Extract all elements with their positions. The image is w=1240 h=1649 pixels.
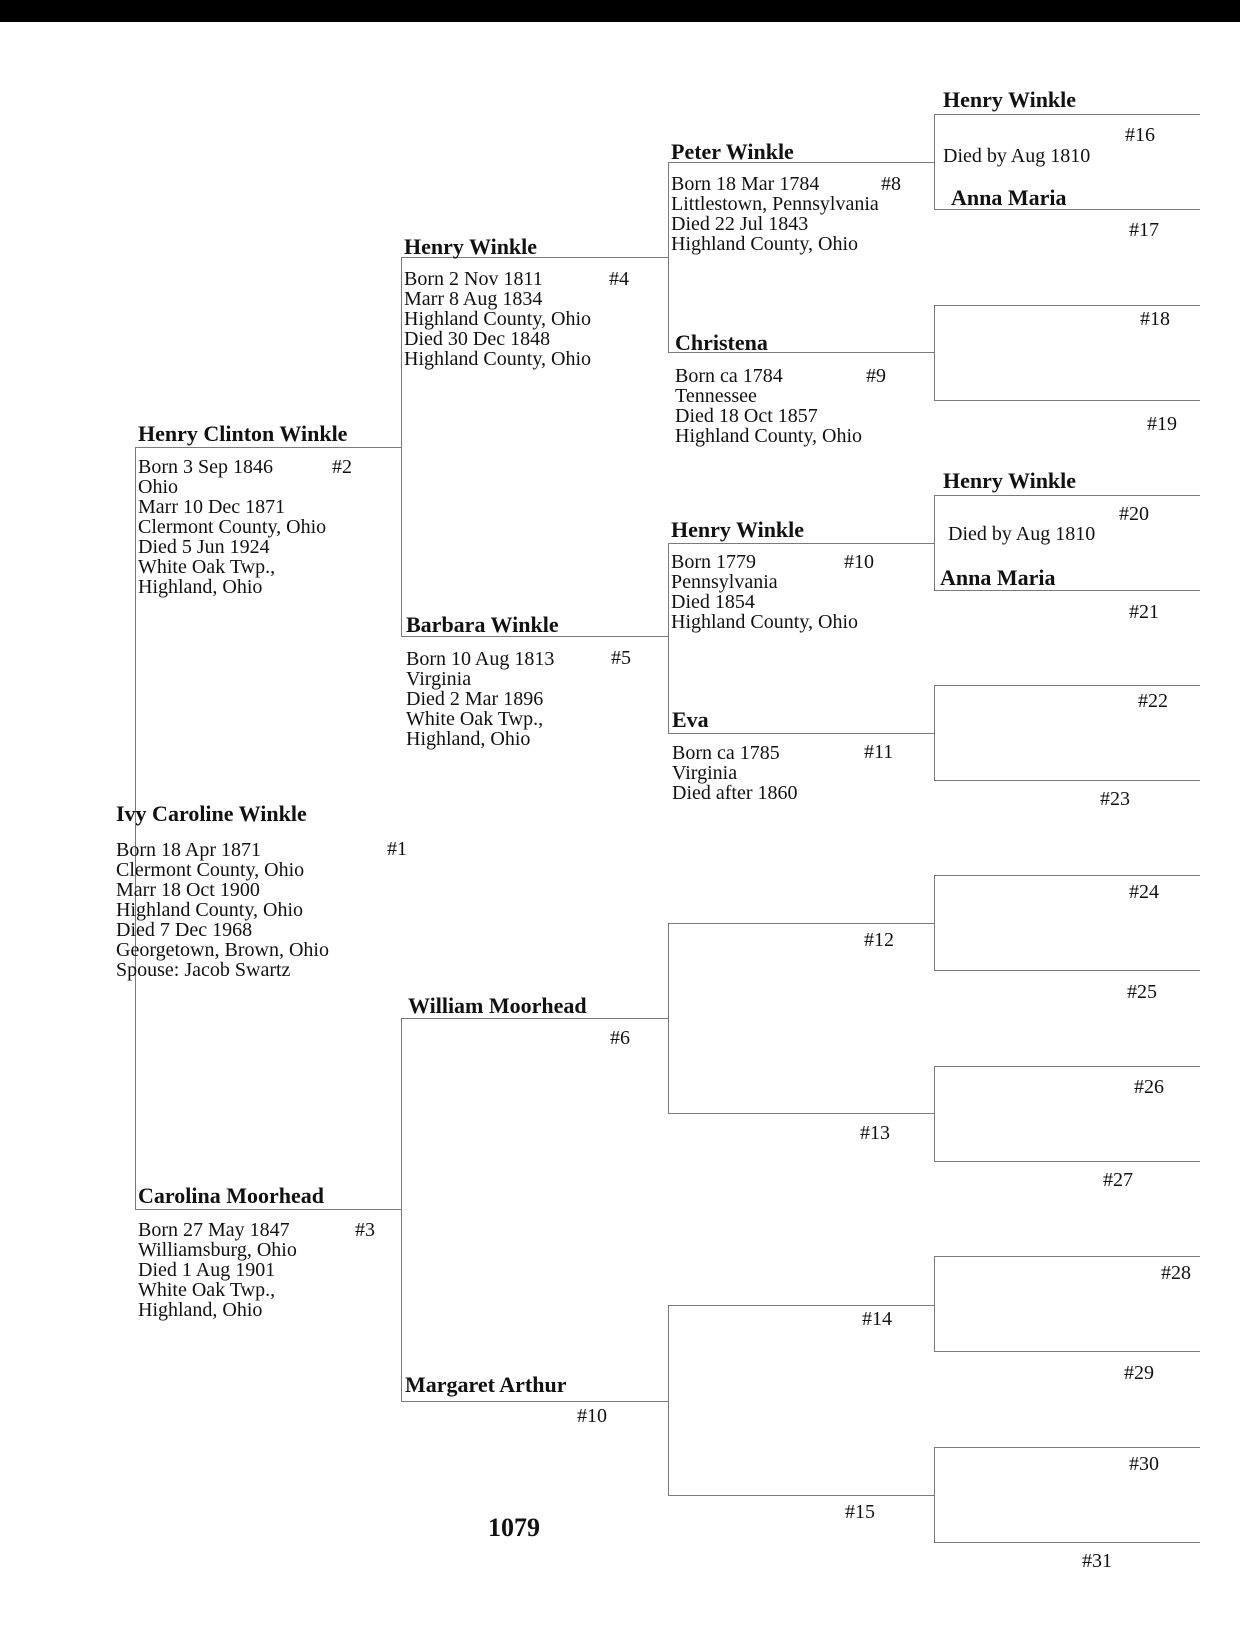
person-3-name: Carolina Moorhead (138, 1183, 324, 1208)
line-person-19 (934, 400, 1200, 401)
person-10-born-place: Pennsylvania (671, 571, 778, 593)
person-7-name: Margaret Arthur (405, 1372, 567, 1397)
person-5-number: #5 (611, 647, 631, 669)
line-person-25 (934, 970, 1200, 971)
line-gen4-b-vertical (668, 543, 669, 733)
person-1-details (116, 840, 329, 980)
person-21-name: Anna Maria (940, 565, 1056, 590)
person-5-born: Born 10 Aug 1813 (406, 648, 555, 670)
person-8-died-place: Highland County, Ohio (671, 233, 859, 255)
person-11-born: Born ca 1785 (672, 742, 780, 764)
line-person-15 (668, 1495, 935, 1496)
person-1-married: Marr 18 Oct 1900 (116, 879, 260, 901)
person-25-number: #25 (1127, 981, 1157, 1003)
line-person-28 (934, 1256, 1200, 1257)
person-18-number: #18 (1140, 308, 1170, 330)
line-gen5-a-vertical (934, 114, 935, 209)
person-9-died-place: Highland County, Ohio (675, 425, 863, 447)
person-8-name: Peter Winkle (671, 139, 794, 164)
line-gen5-b-vertical (934, 305, 935, 400)
person-11-born-place: Virginia (672, 762, 738, 784)
person-8-details (671, 174, 879, 254)
person-11-details (672, 743, 798, 803)
person-10-name: Henry Winkle (671, 517, 805, 542)
person-4-married: Marr 8 Aug 1834 (404, 288, 543, 310)
line-person-24 (934, 875, 1200, 876)
line-gen4-a-vertical (668, 162, 669, 352)
person-20-name: Henry Winkle (943, 468, 1077, 493)
person-2-name: Henry Clinton Winkle (138, 421, 348, 446)
person-1-died-place: Georgetown, Brown, Ohio (116, 939, 329, 961)
person-8-born: Born 18 Mar 1784 (671, 173, 820, 195)
person-2-died: Died 5 Jun 1924 (138, 536, 270, 558)
person-26-number: #26 (1134, 1076, 1164, 1098)
person-17-name: Anna Maria (951, 185, 1067, 210)
person-3-born: Born 27 May 1847 (138, 1219, 290, 1241)
line-person-13 (668, 1113, 935, 1114)
person-30-number: #30 (1129, 1453, 1159, 1475)
person-2-number: #2 (332, 456, 352, 478)
person-5-died-place-1: White Oak Twp., (406, 708, 544, 730)
person-13-number: #13 (860, 1122, 890, 1144)
person-4-number: #4 (609, 268, 629, 290)
line-person-2 (135, 447, 402, 448)
person-3-details (138, 1220, 297, 1320)
page-number: 1079 (488, 1513, 540, 1542)
line-person-29 (934, 1351, 1200, 1352)
line-person-31 (934, 1542, 1200, 1543)
person-11-name: Eva (672, 707, 709, 732)
line-gen5-c-vertical (934, 495, 935, 590)
person-24-number: #24 (1129, 881, 1159, 903)
person-5-died: Died 2 Mar 1896 (406, 688, 544, 710)
person-2-married-place: Clermont County, Ohio (138, 516, 327, 538)
line-gen5-e-vertical (934, 875, 935, 970)
line-person-12 (668, 923, 935, 924)
person-10-died: Died 1854 (671, 591, 755, 613)
line-person-18 (934, 305, 1200, 306)
person-1-name: Ivy Caroline Winkle (116, 801, 307, 826)
person-1-born: Born 18 Apr 1871 (116, 839, 261, 861)
person-1-born-place: Clermont County, Ohio (116, 859, 305, 881)
line-gen5-f-vertical (934, 1066, 935, 1161)
person-6-number: #6 (610, 1027, 630, 1049)
person-17-number: #17 (1129, 219, 1159, 241)
person-9-name: Christena (675, 330, 768, 355)
person-20-died: Died by Aug 1810 (948, 523, 1096, 545)
line-person-22 (934, 685, 1200, 686)
person-3-died-place-1: White Oak Twp., (138, 1279, 276, 1301)
person-14-number: #14 (862, 1308, 892, 1330)
person-3-died: Died 1 Aug 1901 (138, 1259, 276, 1281)
person-5-name: Barbara Winkle (406, 612, 559, 637)
person-11-number: #11 (864, 741, 894, 763)
person-8-born-place: Littlestown, Pennsylvania (671, 193, 879, 215)
person-9-number: #9 (866, 365, 886, 387)
person-5-died-place-2: Highland, Ohio (406, 728, 531, 750)
line-person-3 (135, 1209, 402, 1210)
person-16-number: #16 (1125, 124, 1155, 146)
person-1-died: Died 7 Dec 1968 (116, 919, 253, 941)
person-7-number: #10 (577, 1405, 607, 1427)
line-gen3-lower-vertical (401, 1018, 402, 1401)
person-2-died-place-2: Highland, Ohio (138, 576, 263, 598)
line-gen4-d-vertical (668, 1305, 669, 1495)
person-22-number: #22 (1138, 690, 1168, 712)
person-10-born: Born 1779 (671, 551, 756, 573)
person-19-number: #19 (1147, 413, 1177, 435)
person-9-born: Born ca 1784 (675, 365, 783, 387)
person-29-number: #29 (1124, 1362, 1154, 1384)
person-11-died: Died after 1860 (672, 782, 798, 804)
person-20-number: #20 (1119, 503, 1149, 525)
person-4-died-place: Highland County, Ohio (404, 348, 592, 370)
person-9-details (675, 366, 862, 446)
person-3-number: #3 (355, 1219, 375, 1241)
person-4-born: Born 2 Nov 1811 (404, 268, 543, 290)
line-person-27 (934, 1161, 1200, 1162)
person-2-details (138, 457, 326, 597)
line-person-23 (934, 780, 1200, 781)
person-10-died-place: Highland County, Ohio (671, 611, 859, 633)
person-8-number: #8 (881, 173, 901, 195)
line-gen5-d-vertical (934, 685, 935, 780)
line-person-30 (934, 1447, 1200, 1448)
person-5-born-place: Virginia (406, 668, 472, 690)
person-27-number: #27 (1103, 1169, 1133, 1191)
line-person-11 (668, 733, 935, 734)
person-6-name: William Moorhead (408, 993, 587, 1018)
person-16-died: Died by Aug 1810 (943, 145, 1091, 167)
line-gen3-upper-vertical (401, 257, 402, 636)
line-person-10 (668, 543, 935, 544)
person-8-died: Died 22 Jul 1843 (671, 213, 809, 235)
person-12-number: #12 (864, 929, 894, 951)
person-4-married-place: Highland County, Ohio (404, 308, 592, 330)
line-person-6 (401, 1018, 669, 1019)
person-2-born-place: Ohio (138, 476, 178, 498)
person-4-died: Died 30 Dec 1848 (404, 328, 551, 350)
person-1-married-place: Highland County, Ohio (116, 899, 304, 921)
line-person-16 (934, 114, 1200, 115)
line-gen5-h-vertical (934, 1447, 935, 1542)
person-2-died-place-1: White Oak Twp., (138, 556, 276, 578)
line-person-26 (934, 1066, 1200, 1067)
line-gen5-g-vertical (934, 1256, 935, 1351)
person-10-number: #10 (844, 551, 874, 573)
line-person-21 (934, 590, 1200, 591)
person-3-born-place: Williamsburg, Ohio (138, 1239, 297, 1261)
person-28-number: #28 (1161, 1262, 1191, 1284)
line-gen4-c-vertical (668, 923, 669, 1113)
line-gen2-vertical (135, 447, 136, 1209)
person-5-details (406, 649, 554, 749)
person-23-number: #23 (1100, 788, 1130, 810)
person-3-died-place-2: Highland, Ohio (138, 1299, 263, 1321)
person-31-number: #31 (1082, 1550, 1112, 1572)
person-9-born-place: Tennessee (675, 385, 757, 407)
person-21-number: #21 (1129, 601, 1159, 623)
person-16-name: Henry Winkle (943, 87, 1077, 112)
person-2-married: Marr 10 Dec 1871 (138, 496, 286, 518)
line-person-14 (668, 1305, 935, 1306)
person-15-number: #15 (845, 1501, 875, 1523)
person-4-details (404, 269, 591, 369)
person-2-born: Born 3 Sep 1846 (138, 456, 273, 478)
person-10-details (671, 552, 858, 632)
line-person-20 (934, 495, 1200, 496)
line-person-7 (401, 1401, 669, 1402)
person-4-name: Henry Winkle (404, 234, 538, 259)
person-9-died: Died 18 Oct 1857 (675, 405, 818, 427)
person-1-number: #1 (387, 838, 407, 860)
person-1-spouse: Spouse: Jacob Swartz (116, 959, 291, 981)
top-scan-border (0, 0, 1240, 22)
